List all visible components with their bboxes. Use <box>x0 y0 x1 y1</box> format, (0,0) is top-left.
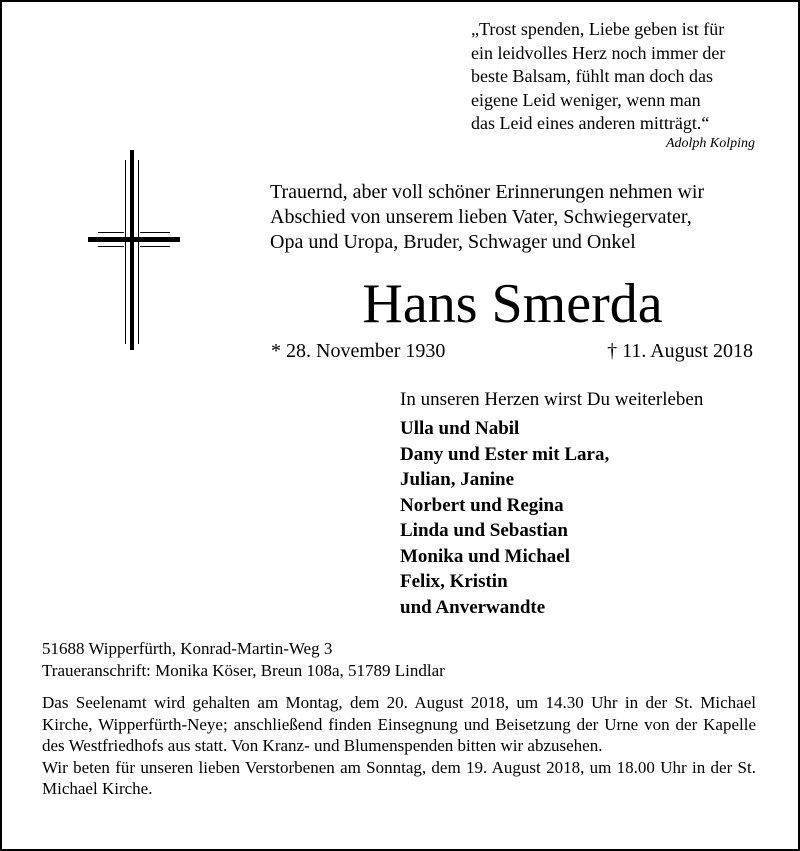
prayer-paragraph: Wir beten für unseren lieben Verstorbenen am Sonntag, dem 19. August 2018, um 18.00 Uhr in der St. Michael Kirche. <box>42 757 756 798</box>
mourner-name: Julian, Janine <box>400 469 515 490</box>
mourner-name: Norbert und Regina <box>400 494 564 516</box>
mourner-name: Linda und Sebastian <box>400 520 568 541</box>
intro-line: Trauernd, aber voll schöner Erinnerungen nehmen wir <box>270 181 705 203</box>
intro-line: Opa und Uropa, Bruder, Schwager und Onkel <box>270 231 636 253</box>
service-paragraph: Das Seelenamt wird gehalten am Montag, dem 20. August 2018, um 14.30 Uhr in der St. Michael Kirche, Wipperfürth-Neye; anschließend finden Einsegnung und Beisetzung der Urne von der Kapelle des Westfriedhofs aus statt. Von Kranz- und Blumenspenden bitten wir abzusehen. <box>42 693 756 755</box>
birth-date: * 28. November 1930 <box>271 340 446 362</box>
home-address: 51688 Wipperfürth, Konrad-Martin-Weg 3 <box>42 639 333 658</box>
mourners-list <box>400 416 609 620</box>
mourner-name: Ulla und Nabil <box>400 418 520 439</box>
quote-author: Adolph Kolping <box>665 136 755 151</box>
mourning-address: Traueranschrift: Monika Köser, Breun 108a, 51789 Lindlar <box>42 660 445 680</box>
deceased-name: Hans Smerda <box>362 273 663 335</box>
quote-line: das Leid eines anderen mitträgt.“ <box>471 113 710 133</box>
quote-line: beste Balsam, fühlt man doch das <box>471 66 713 86</box>
intro-line: Abschied von unserem lieben Vater, Schwiegervater, <box>270 206 692 228</box>
mourner-name: Monika und Michael <box>400 545 570 567</box>
quote-line: „Trost spenden, Liebe geben ist für <box>471 19 725 39</box>
quote-line: eigene Leid weniger, wenn man <box>471 89 701 110</box>
mourner-name: und Anverwandte <box>400 596 546 618</box>
intro-text <box>270 180 756 255</box>
death-date: † 11. August 2018 <box>607 340 753 362</box>
address-block <box>42 638 445 681</box>
quote-line: ein leidvolles Herz noch immer der <box>471 42 726 63</box>
mourner-name: Dany und Ester mit Lara, <box>400 443 610 465</box>
mourners-intro: In unseren Herzen wirst Du weiterleben <box>400 389 704 410</box>
service-info <box>42 692 756 800</box>
mourner-name: Felix, Kristin <box>400 571 508 592</box>
